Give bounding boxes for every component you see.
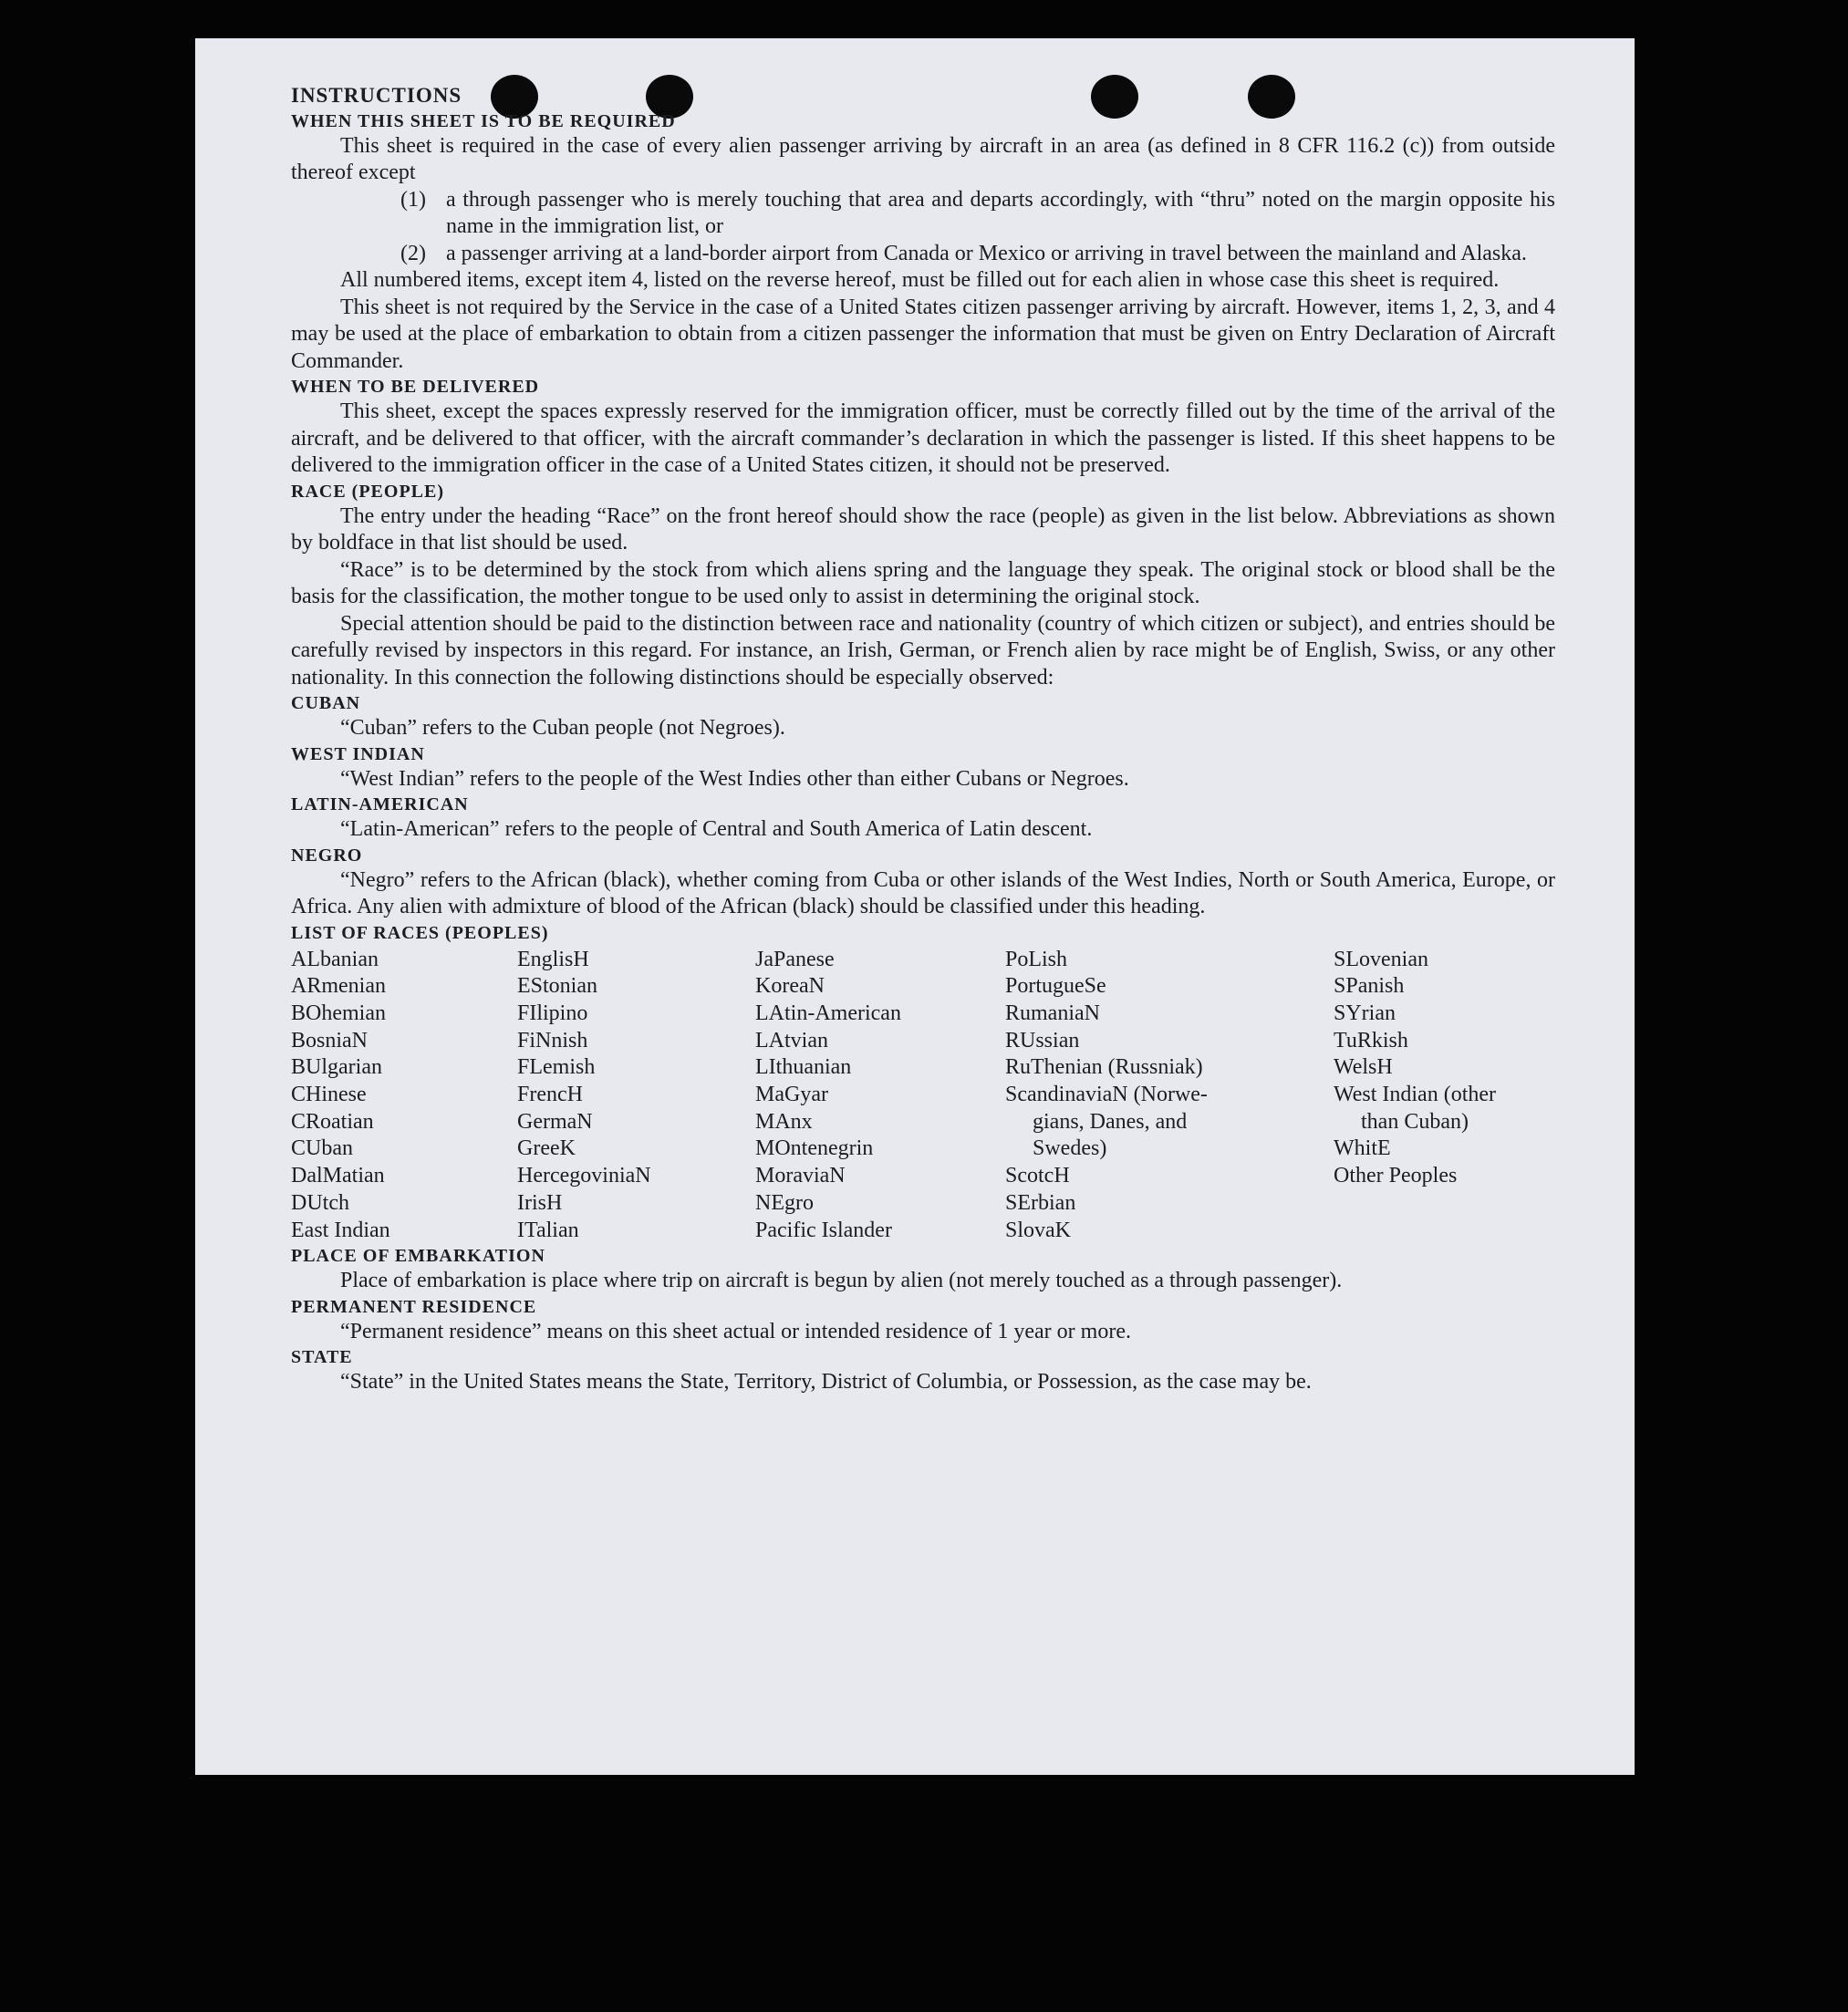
race-item: BUlgarian <box>291 1055 382 1080</box>
race-item: JaPanese <box>755 947 835 971</box>
race-item: NEgro <box>755 1190 814 1215</box>
exception-number: (1) <box>400 187 426 212</box>
exception-item <box>291 187 1555 241</box>
race-item: MOntenegrin <box>755 1136 874 1161</box>
race-item: ITalian <box>517 1218 579 1242</box>
race-item: DalMatian <box>291 1164 385 1188</box>
race-item: GreeK <box>517 1136 576 1161</box>
exception-text: a passenger arriving at a land-border airport from Canada or Mexico or arriving in travel between the mainland and Alaska. <box>446 241 1527 265</box>
when-delivered-para: This sheet, except the spaces expressly reserved for the immigration officer, must be correctly filled out by the time of the arrival of the aircraft, and be delivered to that officer, with the aircraft commander’s declaration in which the passenger is listed. If this sheet happens to be delivered to the immigration officer in the case of a United States citizen, it should not be preserved. <box>291 399 1555 477</box>
document-sheet <box>195 38 1635 1775</box>
race-item: FrencH <box>517 1083 583 1107</box>
heading-place-of-embarkation: PLACE OF EMBARKATION <box>291 1246 545 1267</box>
state-para: “State” in the United States means the State, Territory, District of Columbia, or Possession, as the case may be. <box>340 1370 1312 1395</box>
race-item: WelsH <box>1334 1055 1393 1080</box>
race-item: BosniaN <box>291 1028 368 1053</box>
race-item: BOhemian <box>291 1001 386 1025</box>
heading-when-delivered: WHEN TO BE DELIVERED <box>291 377 540 397</box>
heading-when-required: WHEN THIS SHEET IS TO BE REQUIRED <box>291 110 676 131</box>
race-item: ARmenian <box>291 974 386 999</box>
instructions-content <box>291 82 1555 1396</box>
west-indian-para: “West Indian” refers to the people of the West Indies other than either Cubans or Negroes. <box>340 766 1129 791</box>
race-item: MoraviaN <box>755 1164 846 1188</box>
race-column <box>517 947 755 1245</box>
exception-number: (2) <box>400 241 426 265</box>
race-item: ScotcH <box>1005 1164 1070 1188</box>
race-item: East Indian <box>291 1218 390 1242</box>
race-item: PoLish <box>1005 947 1068 971</box>
heading-west-indian: WEST INDIAN <box>291 743 425 764</box>
race-item: SLovenian <box>1334 947 1428 971</box>
race-list <box>291 947 1555 1245</box>
when-required-intro: This sheet is required in the case of every alien passenger arriving by aircraft in an area (as defined in 8 CFR 116.2 (c)) from outside thereof except <box>291 133 1555 184</box>
race-item: EStonian <box>517 974 597 999</box>
race-item: CRoatian <box>291 1109 374 1134</box>
race-item: RuThenian (Russniak) <box>1005 1055 1203 1080</box>
race-item: FIlipino <box>517 1001 588 1025</box>
race-para: The entry under the heading “Race” on the front hereof should show the race (people) as given in the list below. Abbreviations as shown by boldface in that list should be used. <box>291 503 1555 555</box>
race-item: SlovaK <box>1005 1218 1071 1242</box>
race-item: HercegoviniaN <box>517 1164 651 1188</box>
race-item-continued: gians, Danes, and <box>1033 1109 1188 1134</box>
heading-cuban: CUBAN <box>291 693 361 713</box>
heading-race: RACE (PEOPLE) <box>291 481 444 502</box>
race-item: SErbian <box>1005 1190 1076 1215</box>
race-item: Other Peoples <box>1334 1164 1458 1188</box>
race-item: IrisH <box>517 1190 563 1215</box>
heading-list-of-races: LIST OF RACES (PEOPLES) <box>291 922 549 943</box>
race-item: EnglisH <box>517 947 589 971</box>
race-column <box>1334 947 1555 1245</box>
race-item: SPanish <box>1334 974 1405 999</box>
race-column <box>1005 947 1334 1245</box>
page-title: INSTRUCTIONS <box>291 84 462 107</box>
race-item: Pacific Islander <box>755 1218 892 1242</box>
race-item: FiNnish <box>517 1028 588 1053</box>
race-item: RUssian <box>1005 1028 1080 1053</box>
race-item: ScandinaviaN (Norwe- <box>1005 1083 1208 1107</box>
race-item-continued: Swedes) <box>1033 1136 1107 1161</box>
race-item: MAnx <box>755 1109 813 1134</box>
embarkation-para: Place of embarkation is place where trip on aircraft is begun by alien (not merely touched as a through passenger). <box>340 1269 1343 1293</box>
race-item: KoreaN <box>755 974 825 999</box>
latin-american-para: “Latin-American” refers to the people of Central and South America of Latin descent. <box>340 817 1093 841</box>
race-column <box>755 947 1005 1245</box>
heading-negro: NEGRO <box>291 845 363 866</box>
race-item: CHinese <box>291 1083 367 1107</box>
race-item: ALbanian <box>291 947 379 971</box>
heading-permanent-residence: PERMANENT RESIDENCE <box>291 1296 537 1317</box>
race-item: SYrian <box>1334 1001 1396 1025</box>
cuban-para: “Cuban” refers to the Cuban people (not Negroes). <box>340 716 785 740</box>
race-item: West Indian (other <box>1334 1083 1497 1107</box>
race-para: Special attention should be paid to the distinction between race and nationality (country of which citizen or subject), and entries should be carefully revised by inspectors in this regard. For instance, an Irish, German, or French alien by race might be of English, Swiss, or any other nationality. In this connection the following distinctions should be especially observed: <box>291 611 1555 690</box>
exception-text: a through passenger who is merely touching that area and departs accordingly, with “thru” noted on the margin opposite his name in the immigration list, or <box>446 187 1555 238</box>
when-required-para: This sheet is not required by the Service in the case of a United States citizen passenger arriving by aircraft. However, items 1, 2, 3, and 4 may be used at the place of embarkation to obtain from a citizen passenger the information that must be given on Entry Declaration of Aircraft Commander. <box>291 295 1555 373</box>
exception-item <box>291 241 1555 268</box>
when-required-para: All numbered items, except item 4, listed on the reverse hereof, must be filled out for each alien in whose case this sheet is required. <box>340 268 1500 292</box>
race-item: FLemish <box>517 1055 596 1080</box>
race-item: CUban <box>291 1136 353 1161</box>
race-item: LIthuanian <box>755 1055 852 1080</box>
race-item: DUtch <box>291 1190 349 1215</box>
race-item: WhitE <box>1334 1136 1391 1161</box>
race-column <box>291 947 517 1245</box>
race-item: PortugueSe <box>1005 974 1106 999</box>
residence-para: “Permanent residence” means on this sheet actual or intended residence of 1 year or more. <box>340 1319 1131 1343</box>
negro-para: “Negro” refers to the African (black), whether coming from Cuba or other islands of the West Indies, North or South America, Europe, or Africa. Any alien with admixture of blood of the African (black) should be classified under this heading. <box>291 867 1555 918</box>
race-item: GermaN <box>517 1109 593 1134</box>
race-item-continued: than Cuban) <box>1361 1109 1469 1134</box>
heading-state: STATE <box>291 1347 353 1368</box>
race-item: TuRkish <box>1334 1028 1408 1053</box>
heading-latin-american: LATIN-AMERICAN <box>291 794 469 814</box>
race-item: MaGyar <box>755 1083 828 1107</box>
race-para: “Race” is to be determined by the stock from which aliens spring and the language they speak. The original stock or blood shall be the basis for the classification, the mother tongue to be used only to assist in determining the original stock. <box>291 557 1555 608</box>
race-item: RumaniaN <box>1005 1001 1100 1025</box>
race-item: LAtin-American <box>755 1001 901 1025</box>
race-item: LAtvian <box>755 1028 828 1053</box>
